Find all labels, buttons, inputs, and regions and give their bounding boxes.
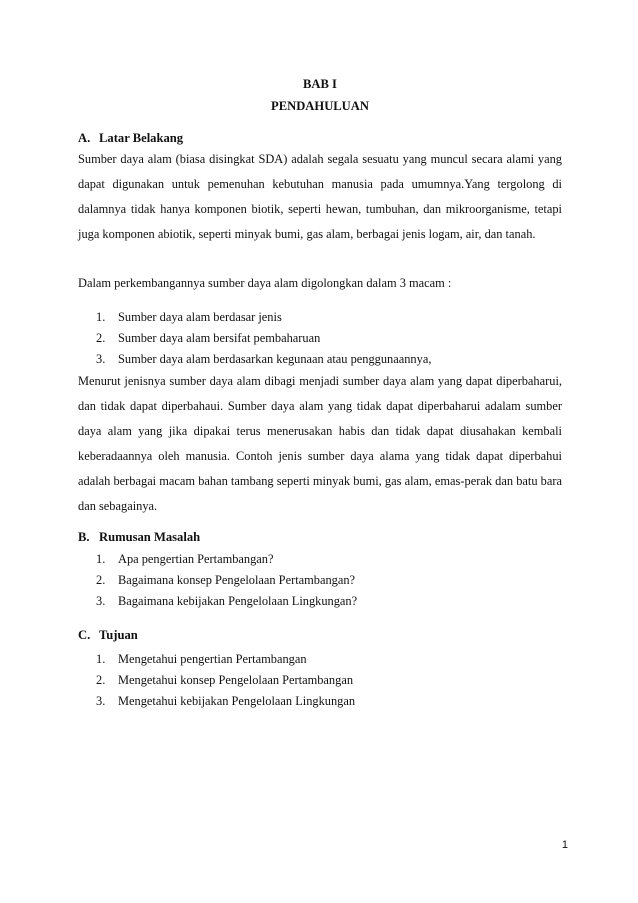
list-item-number: 3. [96, 594, 106, 608]
list-item-text: Sumber daya alam berdasarkan kegunaan atau penggunaannya, [118, 352, 432, 366]
section-b-title: Rumusan Masalah [99, 530, 201, 544]
list-item [96, 591, 562, 612]
list-item-text: Bagaimana konsep Pengelolaan Pertambangan? [118, 573, 356, 587]
list-item [96, 670, 562, 691]
section-c-title: Tujuan [99, 628, 138, 642]
list-item-text: Mengetahui pengertian Pertambangan [118, 652, 307, 666]
list-item-number: 2. [96, 331, 106, 345]
list-item-text: Sumber daya alam berdasar jenis [118, 310, 282, 324]
section-a-paragraph-3: Menurut jenisnya sumber daya alam dibagi menjadi sumber daya alam yang dapat diperbaharui, dan tidak dapat diperbahaui. Sumber daya alam yang tidak dapat diperbaharui adalam sumber daya alam yang jika dipakai terus menerusakan habis dan tidak dapat diusahakan kembali keberadaannya oleh manusia. Contoh jenis sumber daya alama yang tidak dapat diperbahui adalah berbagai macam bahan tambang seperti minyak bumi, gas alam, emas-perak dan batu bara dan sebagainya. [78, 374, 562, 513]
list-item [96, 691, 562, 712]
list-item-number: 3. [96, 352, 106, 366]
section-a-paragraph-2: Dalam perkembangannya sumber daya alam digolongkan dalam 3 macam : [78, 276, 452, 290]
section-a-list [96, 307, 562, 370]
section-a-letter: A. [78, 131, 91, 145]
list-item-number: 1. [96, 310, 106, 324]
list-item-text: Sumber daya alam bersifat pembaharuan [118, 331, 321, 345]
section-a-paragraph-1: Sumber daya alam (biasa disingkat SDA) adalah segala sesuatu yang muncul secara alami yang dapat digunakan untuk pemenuhan kebutuhan manusia pada umumnya.Yang tergolong di dalamnya tidak hanya komponen biotik, seperti hewan, tumbuhan, dan mikroorganisme, tetapi juga komponen abiotik, seperti minyak bumi, gas alam, berbagai jenis logam, air, dan tanah. [78, 152, 562, 241]
chapter-title: PENDAHULUAN [271, 99, 369, 113]
list-item-number: 2. [96, 673, 106, 687]
section-a-heading [78, 131, 562, 146]
list-item [96, 549, 562, 570]
section-c-letter: C. [78, 628, 91, 642]
section-b-list [96, 549, 562, 612]
list-item-number: 1. [96, 552, 106, 566]
list-item-text: Mengetahui kebijakan Pengelolaan Lingkungan [118, 694, 356, 708]
section-b-letter: B. [78, 530, 90, 544]
list-item [96, 307, 562, 328]
page-number: 1 [561, 839, 568, 851]
list-item-text: Apa pengertian Pertambangan? [118, 552, 274, 566]
chapter-label: BAB I [303, 77, 337, 91]
list-item-number: 1. [96, 652, 106, 666]
section-a-title: Latar Belakang [99, 131, 184, 145]
section-b-heading [78, 530, 562, 545]
list-item-text: Mengetahui konsep Pengelolaan Pertambangan [118, 673, 354, 687]
list-item [96, 649, 562, 670]
list-item-text: Bagaimana kebijakan Pengelolaan Lingkungan? [118, 594, 358, 608]
section-c-list [96, 649, 562, 712]
list-item [96, 349, 562, 370]
list-item [96, 328, 562, 349]
section-c-heading [78, 628, 562, 643]
list-item-number: 2. [96, 573, 106, 587]
list-item [96, 570, 562, 591]
list-item-number: 3. [96, 694, 106, 708]
